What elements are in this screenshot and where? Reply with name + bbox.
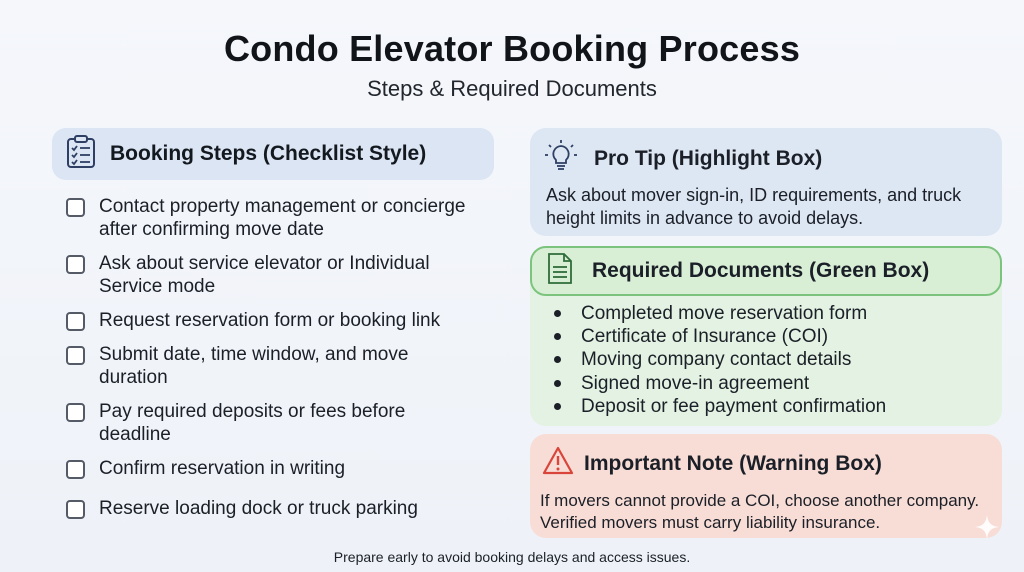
checkbox[interactable] (66, 255, 85, 274)
pro-tip-header (544, 140, 822, 177)
checkbox[interactable] (66, 460, 85, 479)
checklist-item-label: Ask about service elevator or Individual Service mode (99, 253, 430, 297)
checklist-item[interactable] (66, 400, 439, 446)
checklist-item[interactable] (66, 457, 489, 480)
checklist-item[interactable] (66, 252, 489, 298)
booking-steps-header (52, 128, 494, 180)
checklist-item[interactable] (66, 309, 489, 332)
checkbox[interactable] (66, 198, 85, 217)
clipboard-checklist-icon (66, 135, 96, 174)
checklist-item[interactable] (66, 195, 489, 241)
lightbulb-icon (544, 140, 578, 177)
checklist-item[interactable] (66, 497, 489, 520)
required-documents-header (530, 246, 1002, 296)
required-documents-heading: Required Documents (Green Box) (592, 259, 930, 282)
checklist-item[interactable] (66, 343, 439, 389)
pro-tip-text: Ask about mover sign-in, ID requirements, and truck height limits in advance to avoid delays. (546, 185, 962, 228)
list-item: Deposit or fee payment confirmation (554, 395, 886, 418)
checkbox[interactable] (66, 312, 85, 331)
bullet (554, 356, 561, 363)
list-item: Signed move-in agreement (554, 372, 886, 395)
bullet (554, 380, 561, 387)
checklist-item-label: Submit date, time window, and move duration (99, 344, 409, 388)
list-item: Certificate of Insurance (COI) (554, 325, 886, 348)
checklist-item-label: Request reservation form or booking link (99, 310, 441, 331)
required-documents-box (530, 246, 1002, 426)
page-subtitle: Steps & Required Documents (367, 76, 657, 101)
bullet (554, 310, 561, 317)
checklist-item-label: Reserve loading dock or truck parking (99, 498, 418, 519)
pro-tip-box (530, 128, 1002, 236)
checklist-item-label: Contact property management or concierge after confirming move date (99, 196, 466, 240)
warning-triangle-icon (542, 446, 574, 481)
bullet (554, 403, 561, 410)
checklist-item-label: Confirm reservation in writing (99, 458, 346, 479)
important-note-header (542, 446, 882, 481)
sparkle-icon (974, 514, 1000, 545)
page-title: Condo Elevator Booking Process (223, 28, 801, 69)
list-item: Completed move reservation form (554, 302, 886, 325)
required-documents-list (554, 302, 886, 418)
checklist-item-label: Pay required deposits or fees before deadline (99, 401, 406, 445)
footer-note: Prepare early to avoid booking delays and access issues. (333, 549, 691, 565)
checkbox[interactable] (66, 346, 85, 365)
important-note-text: If movers cannot provide a COI, choose another company. Verified movers must carry liability insurance. (540, 491, 980, 532)
document-icon (546, 253, 574, 290)
list-item: Moving company contact details (554, 348, 886, 371)
bullet (554, 333, 561, 340)
important-note-heading: Important Note (Warning Box) (584, 451, 882, 475)
checkbox[interactable] (66, 403, 85, 422)
pro-tip-heading: Pro Tip (Highlight Box) (594, 146, 823, 170)
booking-steps-heading: Booking Steps (Checklist Style) (110, 142, 427, 165)
checkbox[interactable] (66, 500, 85, 519)
important-note-box (530, 434, 1002, 538)
